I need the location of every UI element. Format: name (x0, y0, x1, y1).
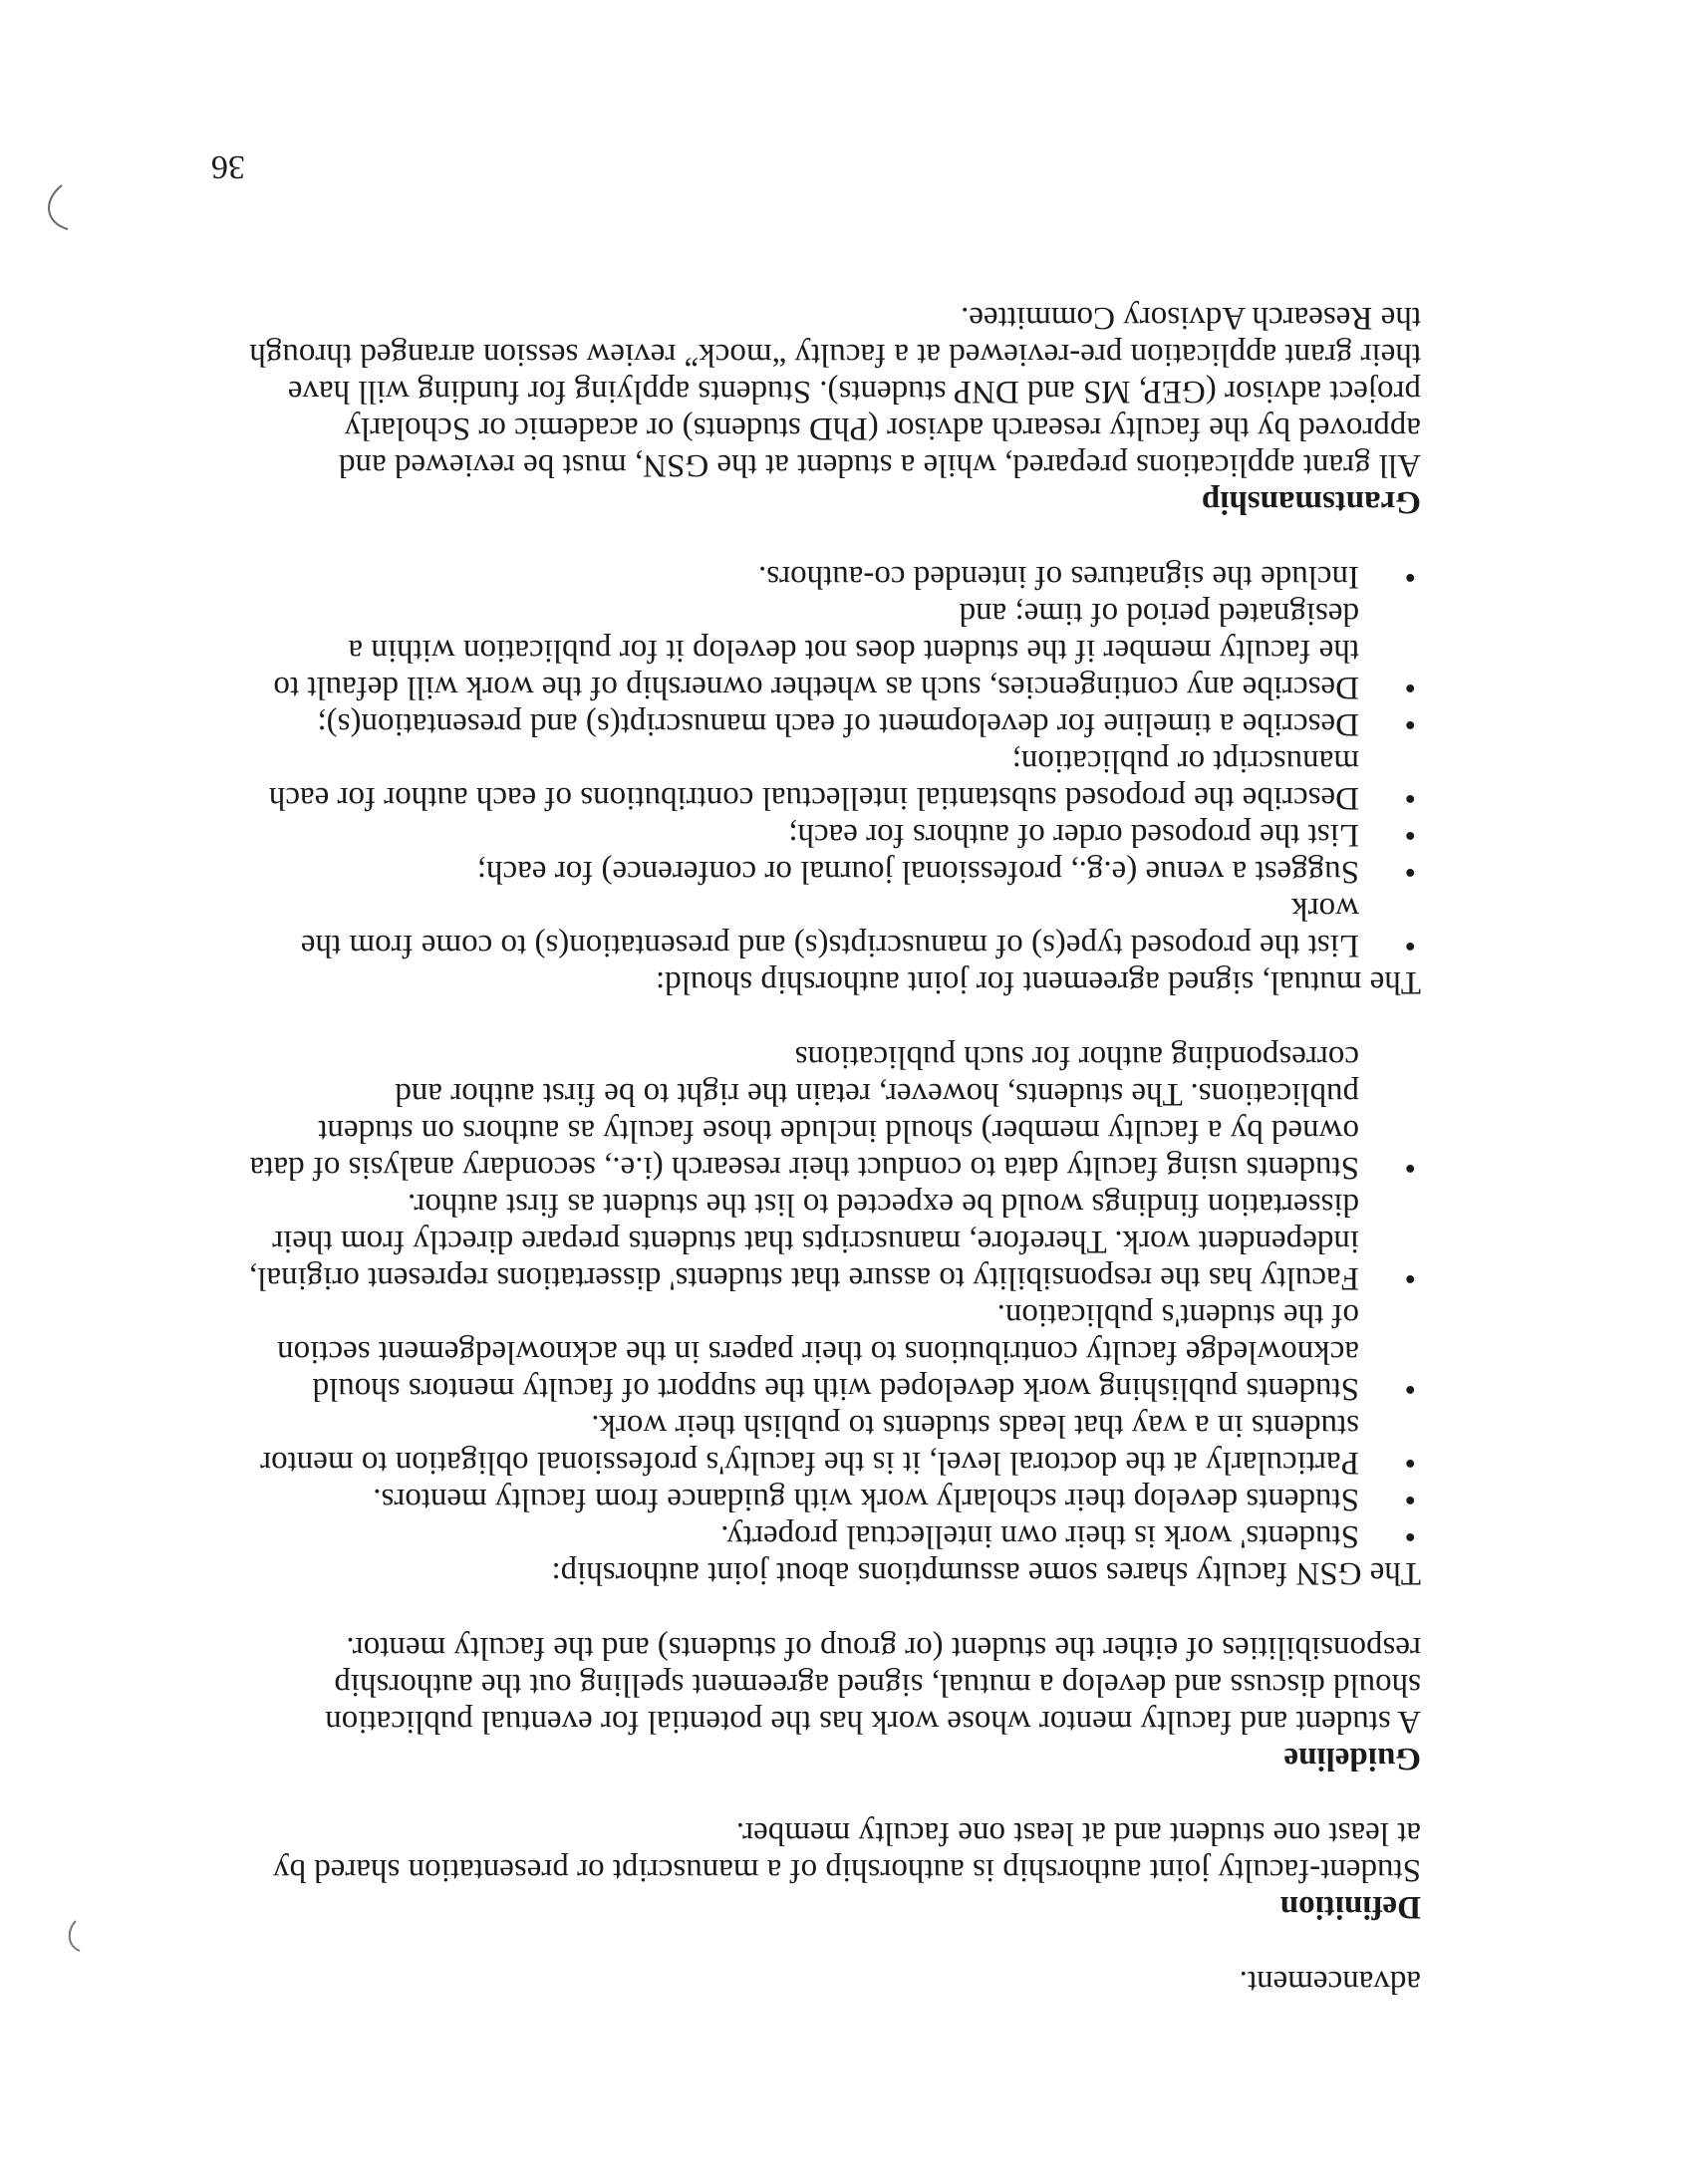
list-item: • Describe any contingencies, such as whether ownership of the work will default to the faculty member if the student does not develop it for publication within a designated period of time; and (273, 596, 1416, 705)
page-body (245, 299, 1421, 2000)
bullet-icon: • (1404, 1260, 1416, 1296)
list-item: • Faculty has the responsibility to assure that students' dissertations represent original, independent work. Therefore, manuscripts that students prepare directly from their dissertation findings would be expected to list the student as first author. (249, 1187, 1416, 1296)
definition-text: Student-faculty joint authorship is authorship of a manuscript or presentation shared by at least one student and at least one faculty member. (272, 1815, 1421, 1888)
bullet-icon: • (1404, 928, 1416, 963)
definition-section (245, 1814, 1421, 1925)
list-item: • List the proposed type(s) of manuscripts(s) and presentation(s) to come from the work (300, 891, 1416, 963)
bullet-icon: • (1404, 706, 1416, 742)
continuation-text: advancement. (1239, 1964, 1421, 2000)
guideline-heading: Guideline (1283, 1741, 1421, 1776)
scan-artifact-icon (46, 1915, 86, 1955)
grantsmanship-text: All grant applications prepared, while a student at the GSN, must be reviewed and approved by the faculty research advisor (PhD students) or academic or Scholarly project advisor (GEP, MS and DNP students). Students applying for funding will have their grant application pre-reviewed at a faculty “mock” review session arranged through the Research Advisory Committee. (249, 300, 1421, 483)
list-item: • Suggest a venue (e.g., professional journal or conference) for each; (476, 854, 1416, 890)
bullet-icon: • (1404, 780, 1416, 816)
list-item: • List the proposed order of authors for each; (788, 817, 1416, 853)
list-item: • Students using faculty data to conduct their research (i.e., secondary analysis of data owned by a faculty member) should include those faculty as authors on student publications. The students, however, retain the right to be first author and corresponding author for such publications (249, 1039, 1416, 1186)
list-item: • Particularly at the doctoral level, it is the faculty's professional obligation to mentor students in a way that leads students to publish their work. (260, 1408, 1416, 1481)
bullet-icon: • (1404, 1518, 1416, 1554)
bullet-icon: • (1404, 670, 1416, 705)
list-item: • Students develop their scholarly work with guidance from faculty mentors. (373, 1482, 1416, 1517)
assumptions-list (245, 1038, 1421, 1554)
definition-heading: Definition (1279, 1889, 1421, 1925)
bullet-icon: • (1404, 854, 1416, 890)
list-item: • Students' work is their own intellectual property. (720, 1518, 1416, 1554)
assumptions-intro: The GSN faculty shares some assumptions about joint authorship: (551, 1555, 1421, 1591)
bullet-icon: • (1404, 559, 1416, 595)
scan-artifact-icon (36, 181, 76, 231)
bullet-icon: • (1404, 1150, 1416, 1186)
list-item: • Include the signatures of intended co-authors. (758, 559, 1416, 595)
grantsmanship-heading: Grantsmanship (1201, 484, 1421, 520)
agreement-intro: The mutual, signed agreement for joint authorship should: (655, 964, 1421, 1000)
bullet-icon: • (1404, 1371, 1416, 1407)
guideline-intro: A student and faculty mentor whose work has the potential for eventual publication should discuss and develop a mutual, signed agreement spelling out the authorship responsibilities of either the student (or group of students) and the faculty mentor. (325, 1630, 1421, 1740)
list-item: • Students publishing work developed with the support of faculty mentors should acknowledge faculty contributions to their papers in the acknowledgement section of the student's publication. (277, 1297, 1416, 1407)
list-item: • Describe a timeline for development of each manuscript(s) and presentation(s); (317, 706, 1416, 742)
bullet-icon: • (1404, 1482, 1416, 1517)
guideline-section (245, 558, 1421, 1776)
bullet-icon: • (1404, 1445, 1416, 1481)
page-number: 36 (211, 148, 245, 185)
grantsmanship-section (245, 299, 1421, 520)
bullet-icon: • (1404, 817, 1416, 853)
agreement-list (245, 558, 1421, 963)
list-item: • Describe the proposed substantial intellectual contributions of each author for each manuscript or publication; (268, 743, 1416, 816)
